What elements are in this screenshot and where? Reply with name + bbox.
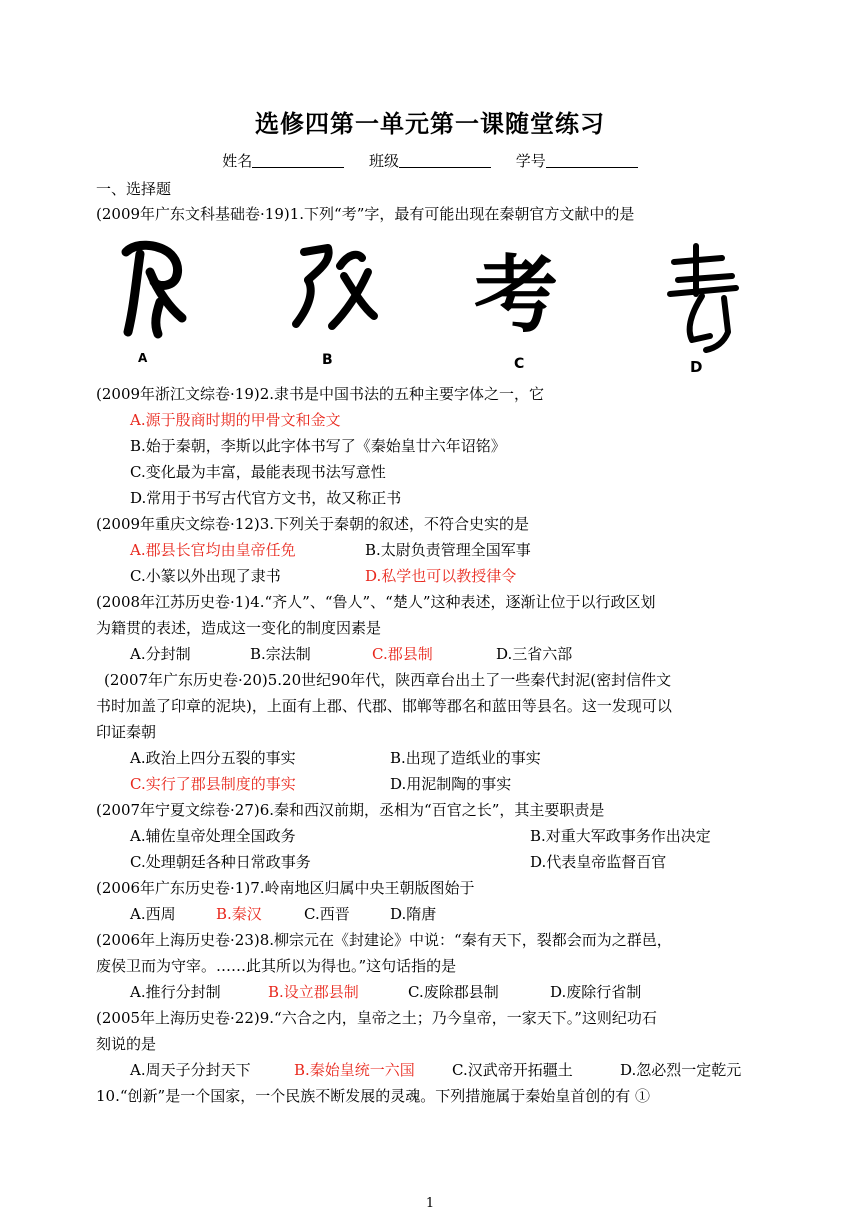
- q6-option-d: D.代表皇帝监督百官: [530, 853, 667, 871]
- q4-stem-line1: (2008年江苏历史卷·1)4.“齐人”、“鲁人”、“楚人”这种表述，逐渐让位于以行政区划: [96, 593, 656, 611]
- q4-option-b: B.宗法制: [250, 645, 311, 663]
- q9-option-c: C.汉武帝开拓疆土: [452, 1061, 573, 1079]
- id-blank: [546, 167, 638, 168]
- q8-option-b: B.设立郡县制: [268, 983, 359, 1001]
- id-label: 学号: [515, 152, 546, 170]
- q5-stem-line3: 印证秦朝: [96, 723, 157, 741]
- glyph-b-image: [296, 248, 374, 326]
- q4-option-c: C.郡县制: [372, 645, 433, 663]
- page-title: 选修四第一单元第一课随堂练习: [255, 110, 605, 138]
- glyph-label-c: C: [514, 356, 525, 372]
- q8-stem-line1: (2006年上海历史卷·23)8.柳宗元在《封建论》中说：“秦有天下，裂都会而为之群邑，: [96, 931, 672, 949]
- q4-stem-line2: 为籍贯的表述，造成这一变化的制度因素是: [96, 619, 382, 637]
- q5-option-a: A.政治上四分五裂的事实: [130, 749, 296, 767]
- class-blank: [399, 167, 491, 168]
- q3-option-b: B.太尉负责管理全国军事: [365, 541, 531, 559]
- glyph-a-image: [126, 245, 182, 334]
- q8-option-c: C.废除郡县制: [408, 983, 499, 1001]
- q3-option-a: A.郡县长官均由皇帝任免: [130, 541, 296, 559]
- q2-option-c: C.变化最为丰富，最能表现书法写意性: [130, 463, 386, 481]
- q6-option-b: B.对重大军政事务作出决定: [530, 827, 711, 845]
- section-heading: 一、选择题: [96, 180, 172, 198]
- q8-option-a: A.推行分封制: [130, 983, 221, 1001]
- q3-option-d: D.私学也可以教授律令: [365, 567, 517, 585]
- glyph-c-image: 考: [473, 246, 559, 344]
- q5-option-d: D.用泥制陶的事实: [390, 775, 512, 793]
- q2-option-d: D.常用于书写古代官方文书，故又称正书: [130, 489, 402, 507]
- student-info-line: [0, 150, 860, 171]
- q6-option-c: C.处理朝廷各种日常政事务: [130, 853, 311, 871]
- id-field: [516, 152, 638, 170]
- q9-stem-line1: (2005年上海历史卷·22)9.“六合之内，皇帝之土；乃今皇帝，一家天下。”这则纪功石: [96, 1009, 657, 1027]
- q9-stem-line2: 刻说的是: [96, 1035, 157, 1053]
- q5-stem-line1: (2007年广东历史卷·20)5.20世纪90年代，陕西章台出土了一些秦代封泥(密封信件文: [104, 671, 672, 689]
- q7-option-a: A.西周: [130, 905, 176, 923]
- q8-option-d: D.废除行省制: [550, 983, 642, 1001]
- class-label: 班级: [368, 152, 399, 170]
- q6-stem: (2007年宁夏文综卷·27)6.秦和西汉前期，丞相为“百官之长”，其主要职责是: [96, 801, 605, 819]
- q2-option-a: A.源于殷商时期的甲骨文和金文: [130, 411, 341, 429]
- kao-glyphs-svg: [96, 232, 776, 382]
- glyph-label-a: A: [138, 351, 148, 365]
- name-blank: [252, 167, 344, 168]
- q9-option-d: D.忽必烈一定乾元: [620, 1061, 742, 1079]
- q8-stem-line2: 废侯卫而为守宰。……此其所以为得也。”这句话指的是: [96, 957, 457, 975]
- q10-stem: 10.“创新”是一个国家，一个民族不断发展的灵魂。下列措施属于秦始皇首创的有 ①: [96, 1087, 650, 1105]
- q7-option-d: D.隋唐: [390, 905, 437, 923]
- name-label: 姓名: [222, 152, 253, 170]
- glyph-d-image: [670, 246, 736, 350]
- q1-stem: (2009年广东文科基础卷·19)1.下列“考”字，最有可能出现在秦朝官方文献中的是: [96, 205, 635, 223]
- q4-option-d: D.三省六部: [496, 645, 573, 663]
- name-field: [222, 152, 344, 170]
- q5-option-b: B.出现了造纸业的事实: [390, 749, 541, 767]
- q4-option-a: A.分封制: [130, 645, 191, 663]
- glyph-label-b: B: [322, 352, 333, 368]
- class-field: [369, 152, 491, 170]
- q3-stem: (2009年重庆文综卷·12)3.下列关于秦朝的叙述，不符合史实的是: [96, 515, 530, 533]
- q7-option-c: C.西晋: [304, 905, 350, 923]
- q7-option-b: B.秦汉: [216, 905, 262, 923]
- page-number: 1: [425, 1196, 435, 1211]
- kao-glyph-figure: [96, 232, 776, 382]
- q3-option-c: C.小篆以外出现了隶书: [130, 567, 281, 585]
- q2-option-b: B.始于秦朝，李斯以此字体书写了《秦始皇廿六年诏铭》: [130, 437, 506, 455]
- q5-option-c: C.实行了郡县制度的事实: [130, 775, 296, 793]
- q6-option-a: A.辅佐皇帝处理全国政务: [130, 827, 296, 845]
- glyph-label-d: D: [690, 358, 703, 376]
- q2-stem: (2009年浙江文综卷·19)2.隶书是中国书法的五种主要字体之一，它: [96, 385, 545, 403]
- q9-option-b: B.秦始皇统一六国: [294, 1061, 415, 1079]
- q7-stem: (2006年广东历史卷·1)7.岭南地区归属中央王朝版图始于: [96, 879, 475, 897]
- q5-stem-line2: 书时加盖了印章的泥块)，上面有上郡、代郡、邯郸等郡名和蓝田等县名。这一发现可以: [96, 697, 672, 715]
- q9-option-a: A.周天子分封天下: [130, 1061, 251, 1079]
